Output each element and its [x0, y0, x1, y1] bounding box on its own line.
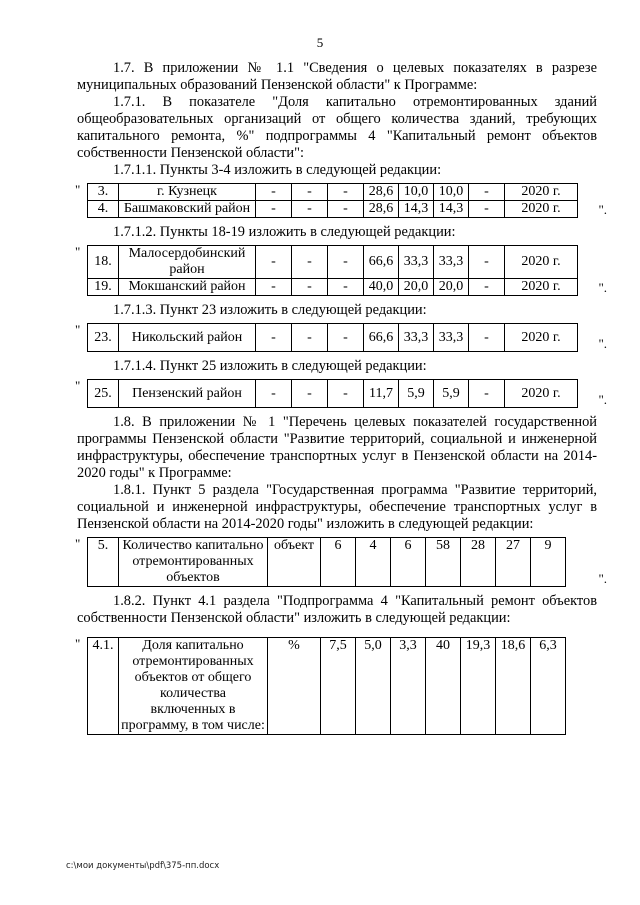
paragraph-1-7: 1.7. В приложении № 1.1 "Сведения о целевых показателях в разрезе муниципальных образований Пензенской области" к Программе:: [77, 60, 597, 93]
table-cell: 18.: [88, 246, 119, 279]
table-cell: 4.1.: [88, 638, 119, 735]
table-a: [87, 183, 578, 218]
table-cell: 33,3: [434, 324, 469, 352]
table-cell: 3.: [88, 184, 119, 201]
table-cell: 20,0: [434, 279, 469, 296]
table-cell: -: [328, 380, 364, 408]
quote-open: ": [75, 182, 81, 197]
table-cell: -: [292, 246, 328, 279]
quote-close: ".: [598, 202, 607, 217]
table-cell: 28: [461, 538, 496, 587]
paragraph-1-7-1-2: 1.7.1.2. Пункты 18-19 изложить в следующей редакции:: [113, 224, 456, 240]
table-d-block: [75, 378, 607, 408]
table-c: [87, 323, 578, 352]
table-cell: -: [328, 184, 364, 201]
table-cell: 33,3: [399, 324, 434, 352]
quote-open: ": [75, 536, 81, 551]
table-cell: объект: [268, 538, 321, 587]
table-cell: -: [328, 201, 364, 218]
table-cell: 5,0: [356, 638, 391, 735]
table-row: [88, 324, 578, 352]
table-cell: -: [469, 184, 505, 201]
document-body: [75, 60, 607, 741]
table-cell: -: [256, 380, 292, 408]
table-cell: -: [292, 279, 328, 296]
quote-close: ".: [598, 336, 607, 351]
paragraph-1-7-1: 1.7.1. В показателе "Доля капитально отремонтированных зданий общеобразовательных организаций от общего количества зданий, требующих капитального ремонта, %" подпрограммы 4 "Капитальный ремонт объектов собственности Пензенской области":: [77, 94, 597, 161]
table-cell: -: [256, 184, 292, 201]
table-cell: 40: [426, 638, 461, 735]
table-cell: 6: [391, 538, 426, 587]
table-cell: 66,6: [364, 246, 399, 279]
table-cell: -: [292, 184, 328, 201]
table-cell: -: [256, 246, 292, 279]
table-cell-name: Малосердобинский район: [119, 246, 256, 279]
table-cell: -: [328, 279, 364, 296]
table-cell: 23.: [88, 324, 119, 352]
table-cell: 28,6: [364, 201, 399, 218]
table-cell: 19,3: [461, 638, 496, 735]
file-path-footer: c:\мои документы\pdf\375-пп.docx: [66, 861, 220, 871]
table-cell: 2020 г.: [505, 184, 578, 201]
table-cell: -: [256, 324, 292, 352]
table-cell: 58: [426, 538, 461, 587]
paragraph-1-7-1-4: 1.7.1.4. Пункт 25 изложить в следующей редакции:: [113, 358, 427, 374]
table-b: [87, 245, 578, 296]
table-cell: 5,9: [399, 380, 434, 408]
table-cell: -: [469, 201, 505, 218]
table-cell: 19.: [88, 279, 119, 296]
table-f-block: [77, 637, 597, 735]
table-b-block: [75, 244, 607, 296]
table-cell: 10,0: [399, 184, 434, 201]
table-cell-name: Никольский район: [119, 324, 256, 352]
paragraph-1-8-2: 1.8.2. Пункт 4.1 раздела "Подпрограмма 4 "Капитальный ремонт объектов собственности Пензенской области" изложить в следующей редакции:: [77, 593, 597, 626]
table-cell-name: Мокшанский район: [119, 279, 256, 296]
table-row: [88, 246, 578, 279]
table-cell: 2020 г.: [505, 246, 578, 279]
table-cell: -: [469, 246, 505, 279]
page-number: 5: [316, 35, 324, 50]
table-cell: -: [469, 324, 505, 352]
paragraph-1-8: 1.8. В приложении № 1 "Перечень целевых показателей государственной программы Пензенской области "Развитие территорий, социальной и инженерной инфраструктуры, обеспечение транспортных услуг в Пензенской области на 2014-2020 годы" к Программе:: [77, 414, 597, 481]
table-cell: 3,3: [391, 638, 426, 735]
table-cell: 10,0: [434, 184, 469, 201]
table-cell: -: [292, 380, 328, 408]
table-cell: 40,0: [364, 279, 399, 296]
table-d: [87, 379, 578, 408]
quote-open: ": [75, 636, 81, 651]
table-cell-name: Башмаковский район: [119, 201, 256, 218]
table-cell-name: Доля капитально отремонтированных объектов от общего количества включенных в программу, в том числе:: [119, 638, 268, 735]
table-cell: -: [292, 201, 328, 218]
table-cell: 14,3: [434, 201, 469, 218]
table-cell: %: [268, 638, 321, 735]
table-cell: -: [328, 324, 364, 352]
table-row: [88, 184, 578, 201]
table-cell: 33,3: [434, 246, 469, 279]
table-cell: 20,0: [399, 279, 434, 296]
table-cell: 28,6: [364, 184, 399, 201]
table-cell: -: [469, 279, 505, 296]
table-cell: 2020 г.: [505, 201, 578, 218]
paragraph-1-8-1: 1.8.1. Пункт 5 раздела "Государственная программа "Развитие территорий, социальной и инженерной инфраструктуры, обеспечение транспортных услуг в Пензенской области на 2014-2020 годы" изложить в следующей редакции:: [77, 482, 597, 532]
table-cell-name: Пензенский район: [119, 380, 256, 408]
quote-open: ": [75, 378, 81, 393]
table-cell-name: Количество капитально отремонтированных объектов: [119, 538, 268, 587]
table-row: [88, 279, 578, 296]
table-cell: 18,6: [496, 638, 531, 735]
table-cell: 9: [531, 538, 566, 587]
table-cell: -: [256, 201, 292, 218]
table-cell-name: г. Кузнецк: [119, 184, 256, 201]
paragraph-1-7-1-1: 1.7.1.1. Пункты 3-4 изложить в следующей редакции:: [113, 162, 442, 178]
table-row: [88, 380, 578, 408]
table-cell: 4: [356, 538, 391, 587]
table-cell: 7,5: [321, 638, 356, 735]
table-e-block: [75, 536, 607, 587]
table-cell: 11,7: [364, 380, 399, 408]
table-cell: 33,3: [399, 246, 434, 279]
table-cell: 66,6: [364, 324, 399, 352]
quote-open: ": [75, 244, 81, 259]
table-a-block: [75, 182, 607, 218]
table-cell: -: [469, 380, 505, 408]
table-cell: 14,3: [399, 201, 434, 218]
table-e: [87, 537, 566, 587]
table-cell: 27: [496, 538, 531, 587]
table-cell: 5.: [88, 538, 119, 587]
table-c-block: [75, 322, 607, 352]
table-f: [87, 637, 566, 735]
quote-open: ": [75, 322, 81, 337]
quote-close: ".: [598, 392, 607, 407]
table-cell: 2020 г.: [505, 279, 578, 296]
table-cell: -: [328, 246, 364, 279]
table-cell: 25.: [88, 380, 119, 408]
table-cell: 2020 г.: [505, 324, 578, 352]
table-cell: 2020 г.: [505, 380, 578, 408]
table-cell: -: [256, 279, 292, 296]
table-row: [88, 538, 566, 587]
table-row: [88, 638, 566, 735]
table-row: [88, 201, 578, 218]
paragraph-1-7-1-3: 1.7.1.3. Пункт 23 изложить в следующей редакции:: [113, 302, 427, 318]
quote-close: ".: [598, 280, 607, 295]
table-cell: 5,9: [434, 380, 469, 408]
quote-close: ".: [598, 571, 607, 586]
table-cell: -: [292, 324, 328, 352]
table-cell: 4.: [88, 201, 119, 218]
table-cell: 6,3: [531, 638, 566, 735]
table-cell: 6: [321, 538, 356, 587]
